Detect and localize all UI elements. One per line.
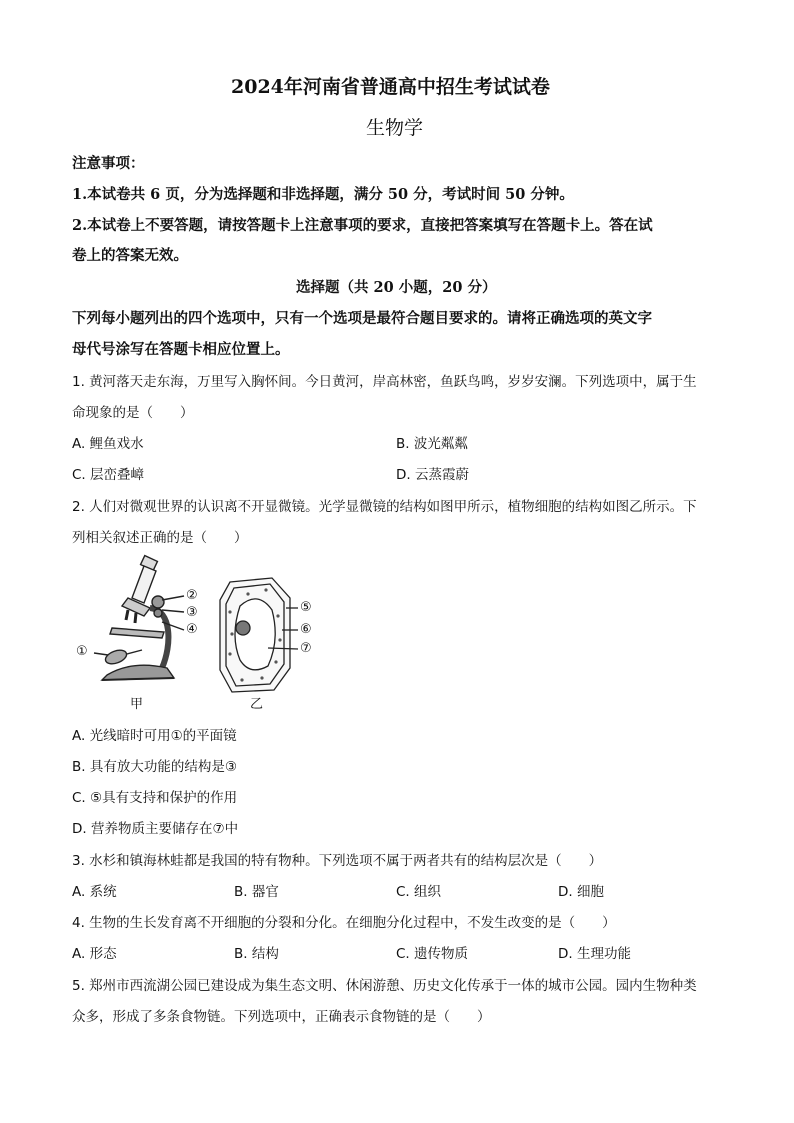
q4-option-c: C. 遗传物质 (396, 946, 469, 962)
q3-option-a: A. 系统 (72, 884, 117, 900)
q2-option-c: C. ⑤具有支持和保护的作用 (72, 790, 238, 806)
q3-stem: 3. 水杉和镇海林蛙都是我国的特有物种。下列选项不属于两者共有的结构层次是（ ） (72, 853, 603, 869)
q1-stem-line-1: 1. 黄河落天走东海，万里写入胸怀间。今日黄河，岸高林密，鱼跃鸟鸣，岁岁安澜。下列选项中，属于生 (72, 374, 697, 390)
section-title: 选择题（共 20 小题，20 分） (296, 279, 497, 296)
q5-stem-line-2: 众多，形成了多条食物链。下列选项中，正确表示食物链的是（ ） (72, 1009, 491, 1025)
q2-stem-line-2: 列相关叙述正确的是（ ） (72, 530, 248, 546)
q1-stem-line-2: 命现象的是（ ） (72, 405, 194, 421)
note-1: 1.本试卷共 6 页，分为选择题和非选择题，满分 50 分，考试时间 50 分钟。 (72, 186, 574, 203)
fig-label-2: ② (186, 588, 198, 603)
note-2-line-2: 卷上的答案无效。 (72, 247, 188, 264)
section-instruction-line-2: 母代号涂写在答题卡相应位置上。 (72, 341, 290, 358)
q4-option-b: B. 结构 (234, 946, 279, 962)
q4-option-d: D. 生理功能 (558, 946, 631, 962)
q5-stem-line-1: 5. 郑州市西流湖公园已建设成为集生态文明、休闲游憩、历史文化传承于一体的城市公园。园内生物种类 (72, 978, 697, 994)
q2-figure (72, 550, 332, 715)
section-instruction-line-1: 下列每小题列出的四个选项中，只有一个选项是最符合题目要求的。请将正确选项的英文字 (72, 310, 652, 327)
fig-label-7: ⑦ (300, 641, 312, 656)
fig-label-1: ① (76, 644, 88, 659)
subject-title: 生物学 (366, 117, 424, 139)
q1-option-c: C. 层峦叠嶂 (72, 467, 145, 483)
fig-label-3: ③ (186, 605, 198, 620)
fig-caption-b: 乙 (250, 697, 264, 712)
q3-option-d: D. 细胞 (558, 884, 604, 900)
q1-option-d: D. 云蒸霞蔚 (396, 467, 469, 483)
fig-label-4: ④ (186, 622, 198, 637)
q1-option-b: B. 波光粼粼 (396, 436, 468, 452)
q2-option-a: A. 光线暗时可用①的平面镜 (72, 728, 237, 744)
microscope-and-cell-diagram (72, 550, 332, 715)
q2-stem-line-1: 2. 人们对微观世界的认识离不开显微镜。光学显微镜的结构如图甲所示，植物细胞的结构如图乙所示。下 (72, 499, 697, 515)
q4-option-a: A. 形态 (72, 946, 117, 962)
q3-option-b: B. 器官 (234, 884, 279, 900)
fig-caption-a: 甲 (130, 697, 144, 712)
q2-option-d: D. 营养物质主要储存在⑦中 (72, 821, 239, 837)
notes-heading: 注意事项： (72, 155, 145, 172)
exam-title: 2024年河南省普通高中招生考试试卷 (231, 76, 550, 98)
fig-label-5: ⑤ (300, 600, 312, 615)
fig-label-6: ⑥ (300, 622, 312, 637)
q1-option-a: A. 鲤鱼戏水 (72, 436, 144, 452)
note-2-line-1: 2.本试卷上不要答题，请按答题卡上注意事项的要求，直接把答案填写在答题卡上。答在试 (72, 217, 653, 234)
q2-option-b: B. 具有放大功能的结构是③ (72, 759, 237, 775)
q3-option-c: C. 组织 (396, 884, 442, 900)
q4-stem: 4. 生物的生长发育离不开细胞的分裂和分化。在细胞分化过程中，不发生改变的是（ ） (72, 915, 616, 931)
